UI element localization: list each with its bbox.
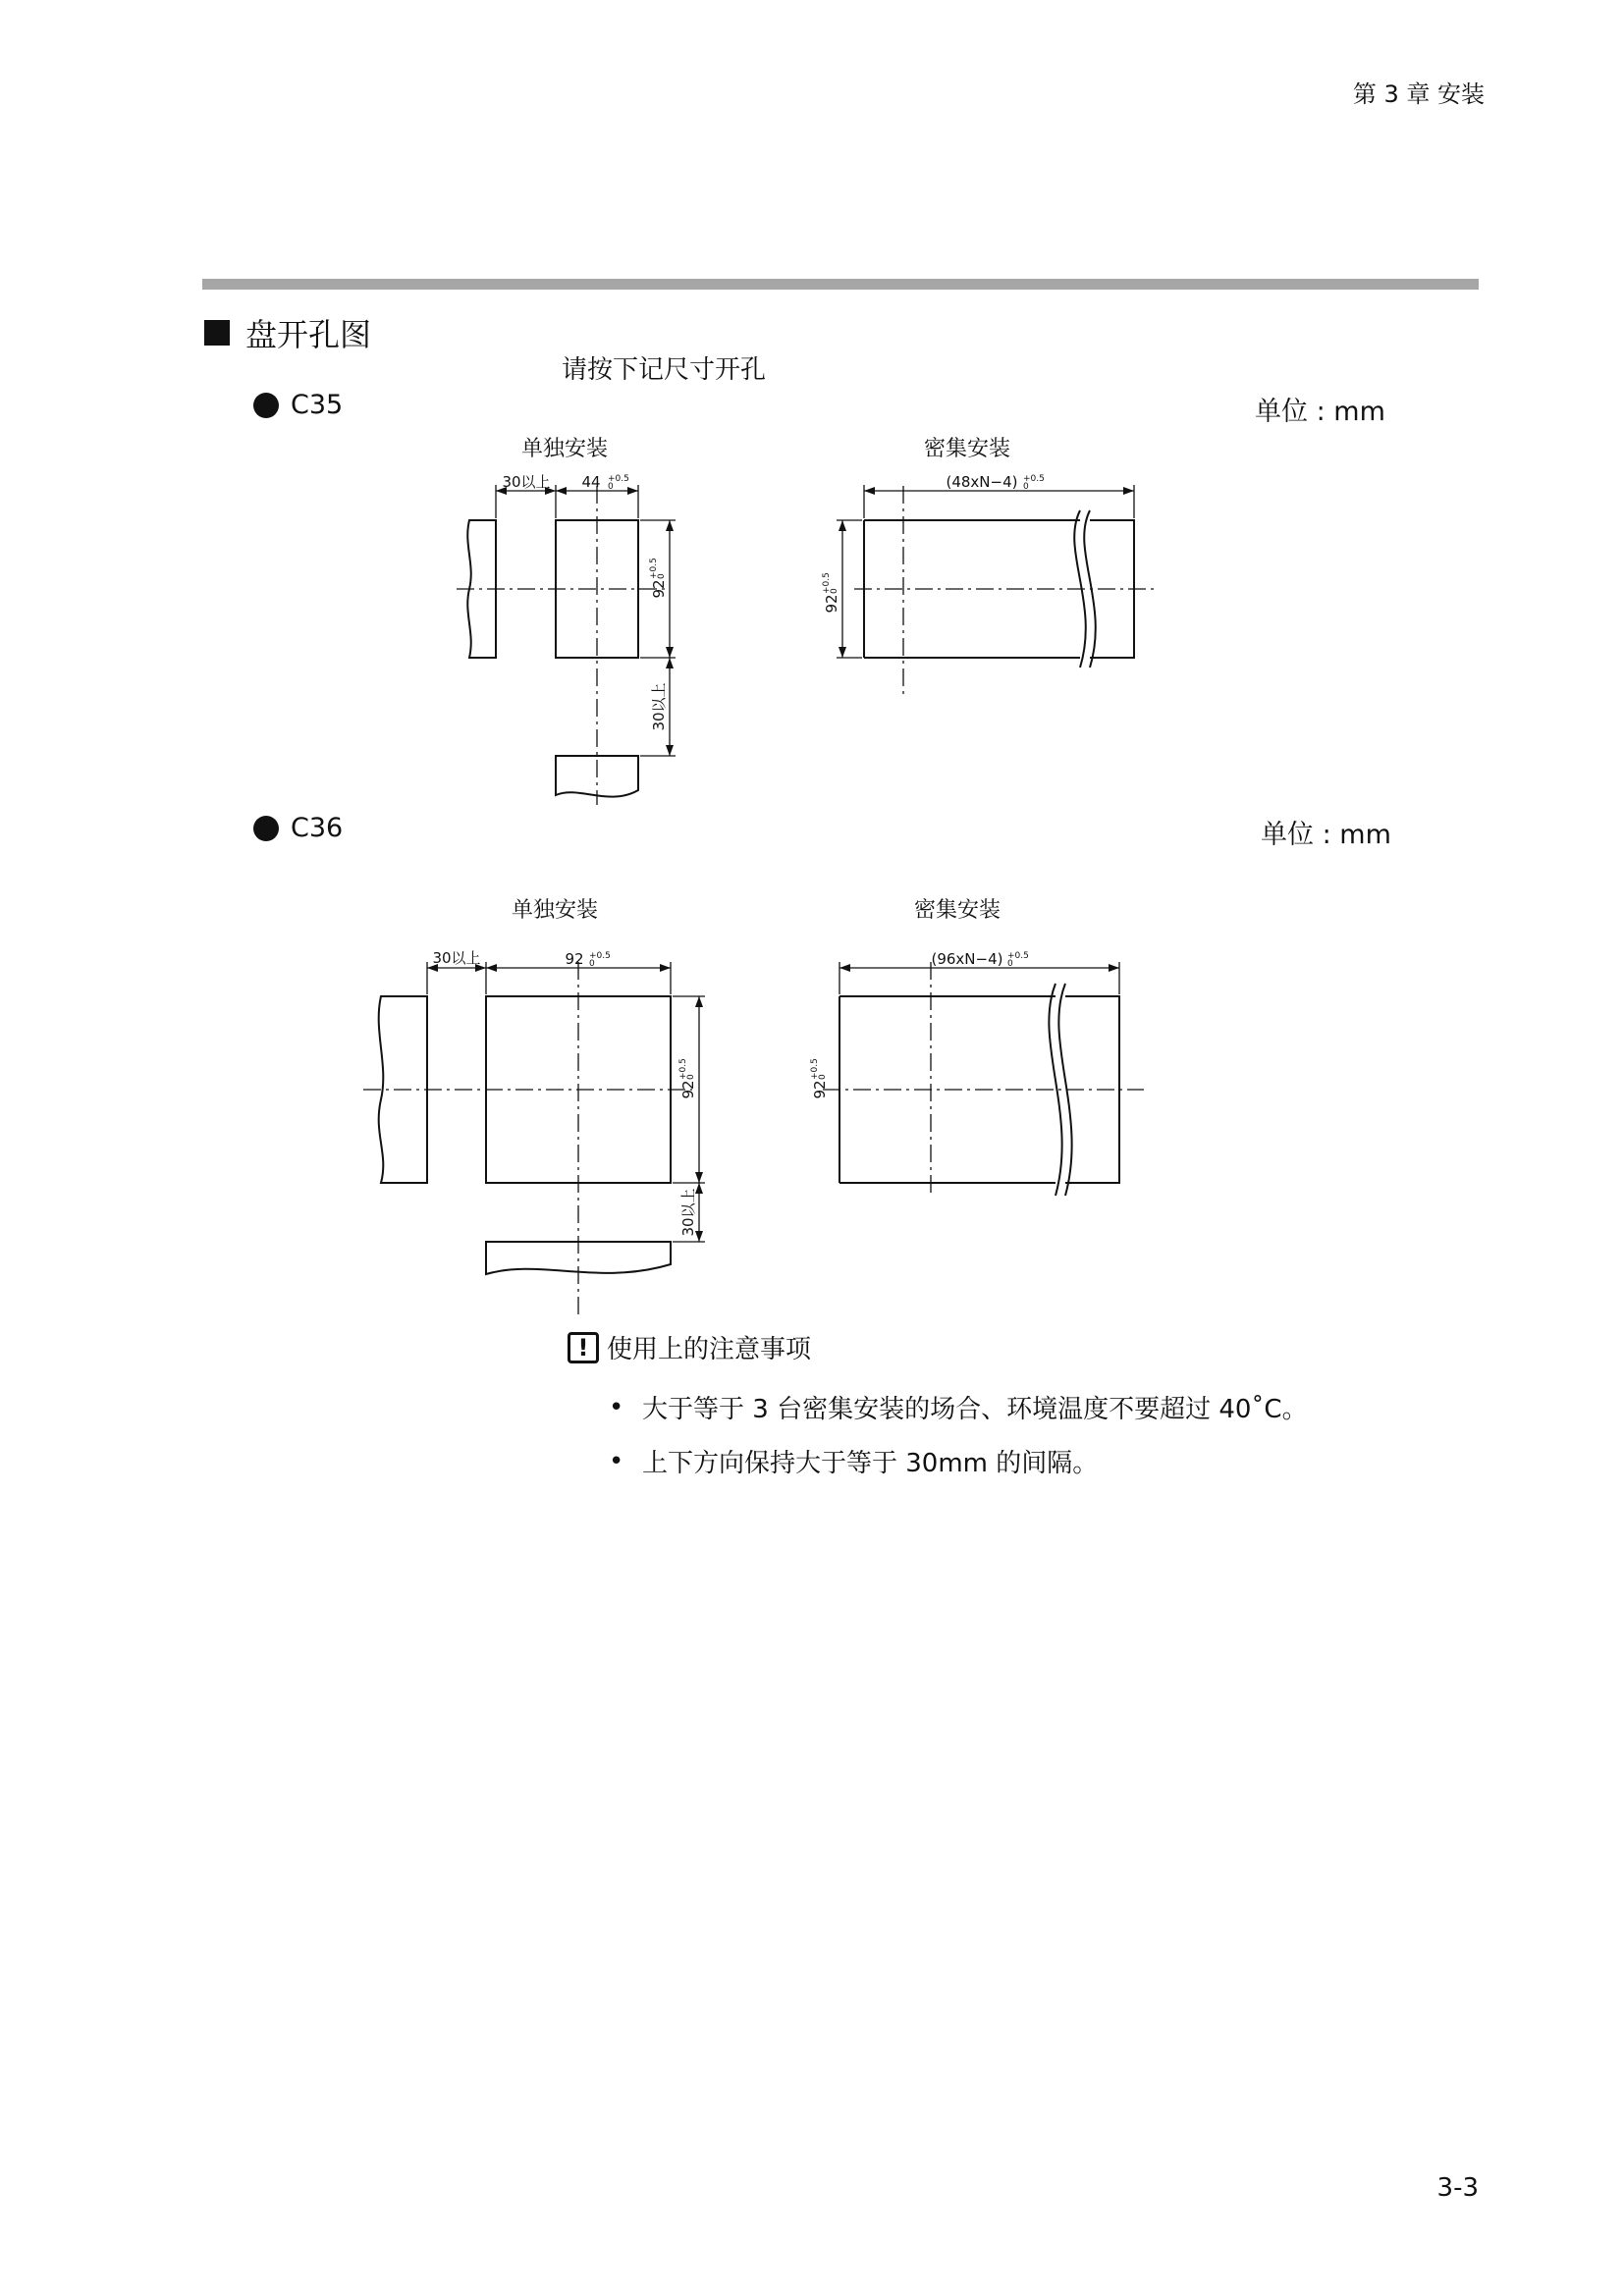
list-item [609, 1380, 1308, 1434]
caution-heading [568, 1329, 811, 1365]
c36-single-width-tol-plus: +0.5 [589, 951, 611, 961]
c35-single-width-label: 44 [581, 473, 601, 491]
model-c36-heading [253, 813, 343, 843]
circle-bullet-icon [253, 393, 279, 418]
section-title: 盘开孔图 [245, 316, 372, 353]
c36-single-width-label: 92 [565, 950, 584, 968]
c35-single-gap-label: 30以上 [502, 473, 551, 491]
c36-dense-height-label: 92 [811, 1080, 829, 1099]
chapter-header: 第 3 章 安装 [1352, 80, 1485, 108]
caution-item-text: 大于等于 3 台密集安装的场合、环境温度不要超过 40˚C。 [642, 1395, 1308, 1424]
c36-single-width-tol-zero: 0 [589, 959, 595, 969]
section-divider [202, 279, 1479, 290]
c35-unit: 单位 : mm [1255, 397, 1385, 427]
section-intro: 请按下记尺寸开孔 [562, 355, 767, 385]
model-c35-label: C35 [291, 390, 344, 420]
c35-single-width-tol-plus: +0.5 [608, 474, 629, 484]
c36-dense-width-tol-zero: 0 [1007, 959, 1013, 969]
c36-single-title: 单独安装 [511, 898, 599, 923]
c35-dense-width-label: (48xN−4) [946, 473, 1018, 491]
c35-single-height-tol-plus: +0.5 [649, 558, 659, 579]
c35-single-height-label: 92 [650, 579, 668, 599]
c36-single-height-label: 92 [679, 1080, 697, 1099]
c35-single-width-tol-zero: 0 [608, 482, 614, 492]
circle-bullet-icon [253, 816, 279, 841]
c36-dense-diagram [805, 893, 1159, 1217]
bullet-glyph: • [609, 1392, 624, 1422]
c35-single-title: 单独安装 [520, 437, 609, 461]
c36-dense-width-label: (96xN−4) [931, 950, 1003, 968]
caution-list [609, 1380, 1308, 1488]
exclamation-icon: ! [568, 1332, 599, 1363]
c35-single-vgap-label: 30以上 [650, 682, 668, 731]
section-heading [204, 310, 371, 355]
caution-item-text: 上下方向保持大于等于 30mm 的间隔。 [642, 1449, 1099, 1478]
c36-single-diagram [353, 893, 717, 1315]
c36-single-gap-label: 30以上 [432, 949, 481, 967]
model-c35-heading [253, 390, 343, 420]
c35-dense-diagram [815, 432, 1168, 726]
c36-single-height-tol-plus: +0.5 [678, 1058, 688, 1080]
c35-dense-height-label: 92 [823, 594, 840, 614]
caution-title: 使用上的注意事项 [607, 1335, 812, 1364]
c35-single-diagram [442, 432, 697, 805]
c35-dense-width-tol-plus: +0.5 [1023, 474, 1045, 484]
c36-dense-height-tol-plus: +0.5 [810, 1058, 820, 1080]
c36-dense-height-tol-zero: 0 [818, 1074, 828, 1080]
list-item [609, 1434, 1308, 1488]
c35-dense-height-tol-zero: 0 [830, 588, 839, 594]
c36-dense-title: 密集安装 [913, 898, 1001, 923]
c36-unit: 单位 : mm [1261, 820, 1391, 850]
c35-dense-title: 密集安装 [923, 437, 1011, 461]
c36-single-vgap-label: 30以上 [679, 1188, 697, 1237]
bullet-glyph: • [609, 1446, 624, 1476]
c35-single-height-tol-zero: 0 [657, 573, 667, 579]
square-bullet-icon [204, 320, 230, 346]
c35-dense-width-tol-zero: 0 [1023, 482, 1029, 492]
c35-dense-height-tol-plus: +0.5 [822, 572, 832, 594]
c36-single-height-tol-zero: 0 [686, 1074, 696, 1080]
c36-dense-width-tol-plus: +0.5 [1007, 951, 1029, 961]
model-c36-label: C36 [291, 813, 344, 843]
page-number: 3-3 [1436, 2173, 1479, 2203]
